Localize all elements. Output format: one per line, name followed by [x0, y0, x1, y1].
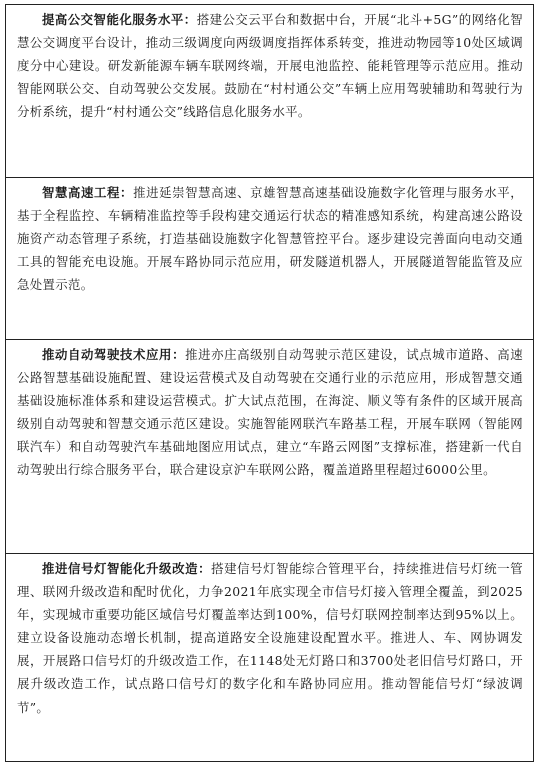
table-row-public-transit — [6, 5, 533, 177]
row-text: 搭建公交云平台和数据中台，开展“北斗+5G”的网络化智慧公交调度平台设计，推动三级调度向两级调度指挥体系转变，推进动物园等10处区域调度分中心建设。研发新能源车辆车联网终端，开展电池监控、能耗管理等示范应用。推动智能网联公交、自动驾驶公交发展。鼓励在“村村通公交”车辆上应用驾驶辅助和驾驶行为分析系统，提升“村村通公交”线路信息化服务水平。 — [17, 12, 523, 120]
row-text: 推进亦庄高级别自动驾驶示范区建设，试点城市道路、高速公路智慧基础设施配置、建设运营模式及自动驾驶在交通行业的示范应用，形成智慧交通基础设施标准体系和建设运营模式。扩大试点范围，在海淀、顺义等有条件的区域开展高级别自动驾驶和智慧交通示范区建设。实施智能网联汽车路基工程，开展车联网（智能网联汽车）和自动驾驶汽车基础地图应用试点，建立“车路云网图”支撑标准，搭建新一代自动驾驶出行综合服务平台，联合建设京沪车联网公路，覆盖道路里程超过6000公里。 — [17, 347, 523, 478]
row-lead: 提高公交智能化服务水平： — [42, 12, 197, 27]
table-row-traffic-signals — [6, 553, 533, 761]
row-text: 搭建信号灯智能综合管理平台，持续推进信号灯统一管理、联网升级改造和配时优化，力争2021年底实现全市信号灯接入管理全覆盖，到2025年，实现城市重要功能区域信号灯覆盖率达到100%，信号灯联网控制率达到95%以上。建立设备设施动态增长机制，提高道路安全设施建设配置水平。推进人、车、网协调发展，开展路口信号灯的升级改造工作，在1148处无灯路口和3700处老旧信号灯路口，开展升级改造工作，试点路口信号灯的数字化和车路协同应用。推动智能信号灯“绿波调节”。 — [17, 561, 523, 715]
row-lead: 推进信号灯智能化升级改造： — [42, 561, 212, 576]
row-text: 推进延崇智慧高速、京雄智慧高速基础设施数字化管理与服务水平，基于全程监控、车辆精准监控等手段构建交通运行状态的精准感知系统，构建高速公路设施资产动态管理子系统，打造基础设施数字化智慧管控平台。逐步建设完善面向电动交通工具的智能充电设施。开展车路协同示范应用，研发隧道机器人，开展隧道智能监管及应急处置示范。 — [17, 185, 524, 293]
table-row-smart-highway — [6, 177, 533, 339]
table-row-autonomous-driving — [6, 339, 533, 553]
row-lead: 推动自动驾驶技术应用： — [42, 347, 186, 362]
content-table — [5, 4, 534, 762]
row-lead: 智慧高速工程： — [42, 185, 134, 200]
